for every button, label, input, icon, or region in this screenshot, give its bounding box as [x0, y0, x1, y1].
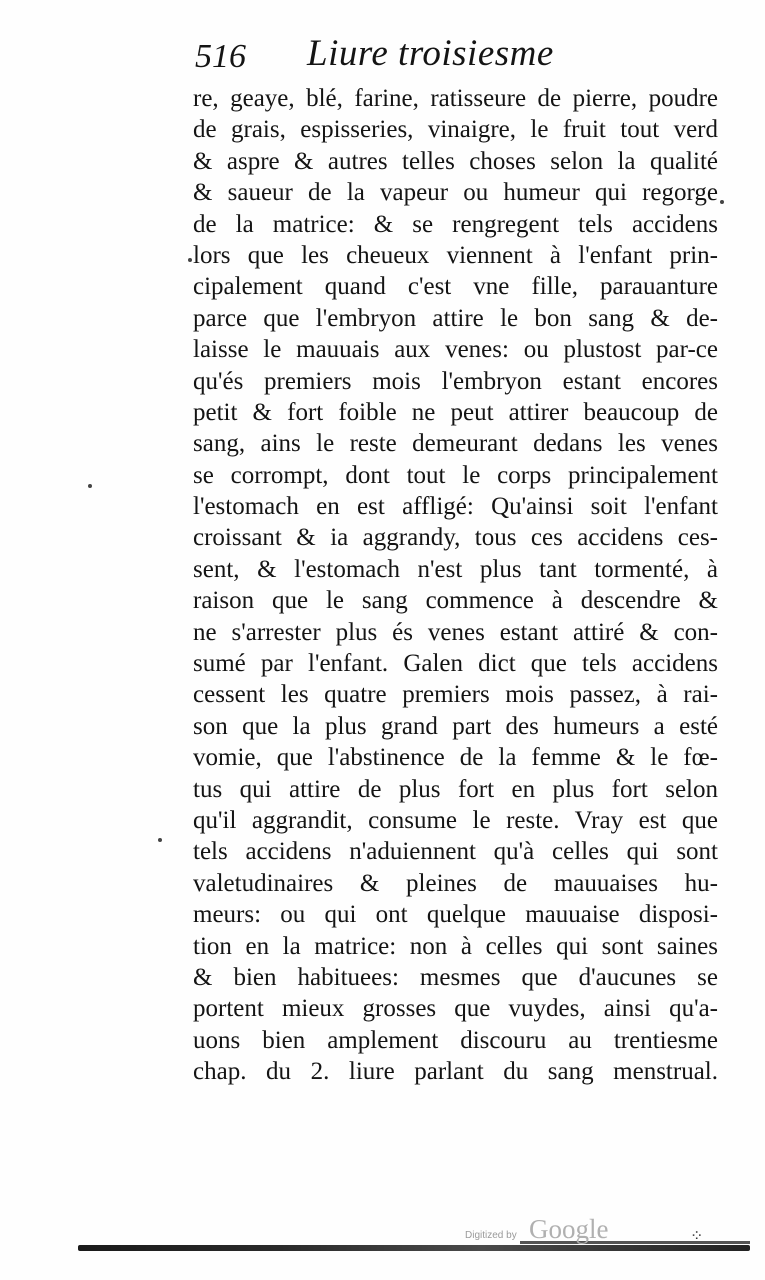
margin-speck [88, 484, 92, 488]
text-line: re, geaye, blé, farine, ratisseure de pierre, poudre [193, 85, 718, 112]
text-line: tus qui attire de plus fort en plus fort selon [193, 775, 718, 803]
google-logo: Google [529, 1214, 609, 1244]
text-line: cipalement quand c'est vne fille, parauanture [193, 273, 718, 301]
text-line: cessent les quatre premiers mois passez, à rai- [193, 681, 718, 709]
text-line: portent mieux grosses que vuydes, ainsi qu'a- [193, 995, 718, 1023]
text-line: l'estomach en est affligé: Qu'ainsi soit l'enfant [193, 493, 718, 521]
page-header [195, 28, 615, 88]
scan-bottom-edge [78, 1245, 750, 1251]
text-line: uons bien amplement discouru au trentiesme [193, 1026, 718, 1054]
margin-speck [188, 258, 192, 262]
text-line: & saueur de la vapeur ou humeur qui regorge [193, 179, 718, 207]
text-line: sumé par l'enfant. Galen dict que tels accidens [193, 650, 718, 678]
text-line: valetudinaires & pleines de mauuaises hu- [193, 869, 718, 897]
text-line: raison que le sang commence à descendre & [193, 587, 718, 615]
text-line: laisse le mauuais aux venes: ou plustost par-ce [193, 336, 718, 364]
text-line: croissant & ia aggrandy, tous ces accidens ces- [193, 524, 718, 552]
text-line: chap. du 2. liure parlant du sang menstrual. [193, 1058, 718, 1086]
text-line: de grais, espisseries, vinaigre, le fruit tout verd [193, 116, 718, 144]
text-line: son que la plus grand part des humeurs a esté [193, 712, 718, 740]
page-number: 516 [195, 38, 246, 75]
body-text [193, 83, 718, 1088]
margin-speck [158, 838, 162, 842]
text-line: tion en la matrice: non à celles qui sont saines [193, 932, 718, 960]
text-line: qu'és premiers mois l'embryon estant encores [193, 367, 718, 395]
text-line: & bien habituees: mesmes que d'aucunes se [193, 963, 718, 991]
margin-speck [720, 200, 724, 204]
text-line: qu'il aggrandit, consume le reste. Vray est que [193, 806, 718, 834]
text-line: de la matrice: & se rengregent tels accidens [193, 210, 718, 238]
text-line: meurs: ou qui ont quelque mauuaise disposi- [193, 901, 718, 929]
text-line: & aspre & autres telles choses selon la qualité [193, 147, 718, 175]
text-line: sent, & l'estomach n'est plus tant tormenté, à [193, 555, 718, 583]
digitized-by-label: Digitized by [465, 1230, 517, 1241]
text-line: vomie, que l'abstinence de la femme & le fœ- [193, 744, 718, 772]
running-head: Liure troisiesme [307, 33, 554, 74]
text-line: petit & fort foible ne peut attirer beaucoup de [193, 398, 718, 426]
text-line: lors que les cheueux viennent à l'enfant prin- [193, 241, 718, 269]
text-line: tels accidens n'aduiennent qu'à celles qui sont [193, 838, 718, 866]
scan-corner-mark: ⁘ [690, 1226, 704, 1245]
text-line: sang, ains le reste demeurant dedans les venes [193, 430, 718, 458]
text-line: parce que l'embryon attire le bon sang & de- [193, 304, 718, 332]
text-line: se corrompt, dont tout le corps principalement [193, 461, 718, 489]
text-line: ne s'arrester plus és venes estant attiré & con- [193, 618, 718, 646]
